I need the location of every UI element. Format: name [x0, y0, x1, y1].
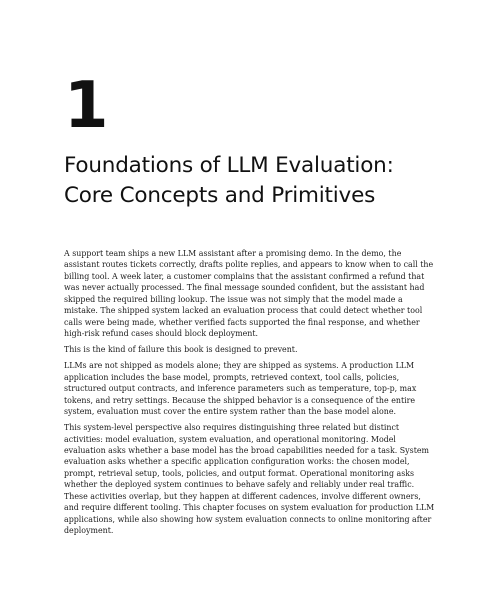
chapter-number: 1: [64, 69, 108, 143]
paragraph-intro-scenario: A support team ships a new LLM assistant after a promising demo. In the demo, the assistant routes tickets correctly, drafts polite replies, and appears to know when to call the billing tool. A week later, a customer complains that the assistant confirmed a refund that was never actually processed. The final message sounded confident, but the assistant had skipped the required billing lookup. The issue was not simply that the model made a mistake. The shipped system lacked an evaluation process that could detect whether tool calls were being made, whether verified facts supported the final response, and whether high-risk refund cases should block deployment.: [64, 249, 434, 339]
chapter-title-line-2: Core Concepts and Primitives: [64, 183, 376, 208]
chapter-body: [64, 248, 438, 541]
chapter-title: [64, 151, 464, 211]
paragraph-evaluation-activities: This system-level perspective also requires distinguishing three related but distinct activities: model evaluation, system evaluation, and operational monitoring. Model evaluation asks whether a base model has the broad capabilities needed for a task. System evaluation asks whether a specific application configuration works: the chosen model, prompt, retrieval setup, tools, policies, and output format. Operational monitoring asks whether the deployed system continues to behave safely and reliably under real traffic. These activities overlap, but they happen at different cadences, involve different owners, and require different tooling. This chapter focuses on system evaluation for production LLM applications, while also showing how system evaluation connects to online monitoring after deployment.: [64, 423, 435, 536]
paragraph-llm-systems: LLMs are not shipped as models alone; they are shipped as systems. A production LLM application includes the base model, prompts, retrieved context, tool calls, policies, structured output contracts, and inference parameters such as temperature, top-p, max tokens, and retry settings. Because the shipped behavior is a consequence of the entire system, evaluation must cover the entire system rather than the base model alone.: [64, 361, 417, 417]
paragraph-book-purpose: This is the kind of failure this book is designed to prevent.: [64, 345, 298, 355]
chapter-title-line-1: Foundations of LLM Evaluation:: [64, 153, 394, 178]
